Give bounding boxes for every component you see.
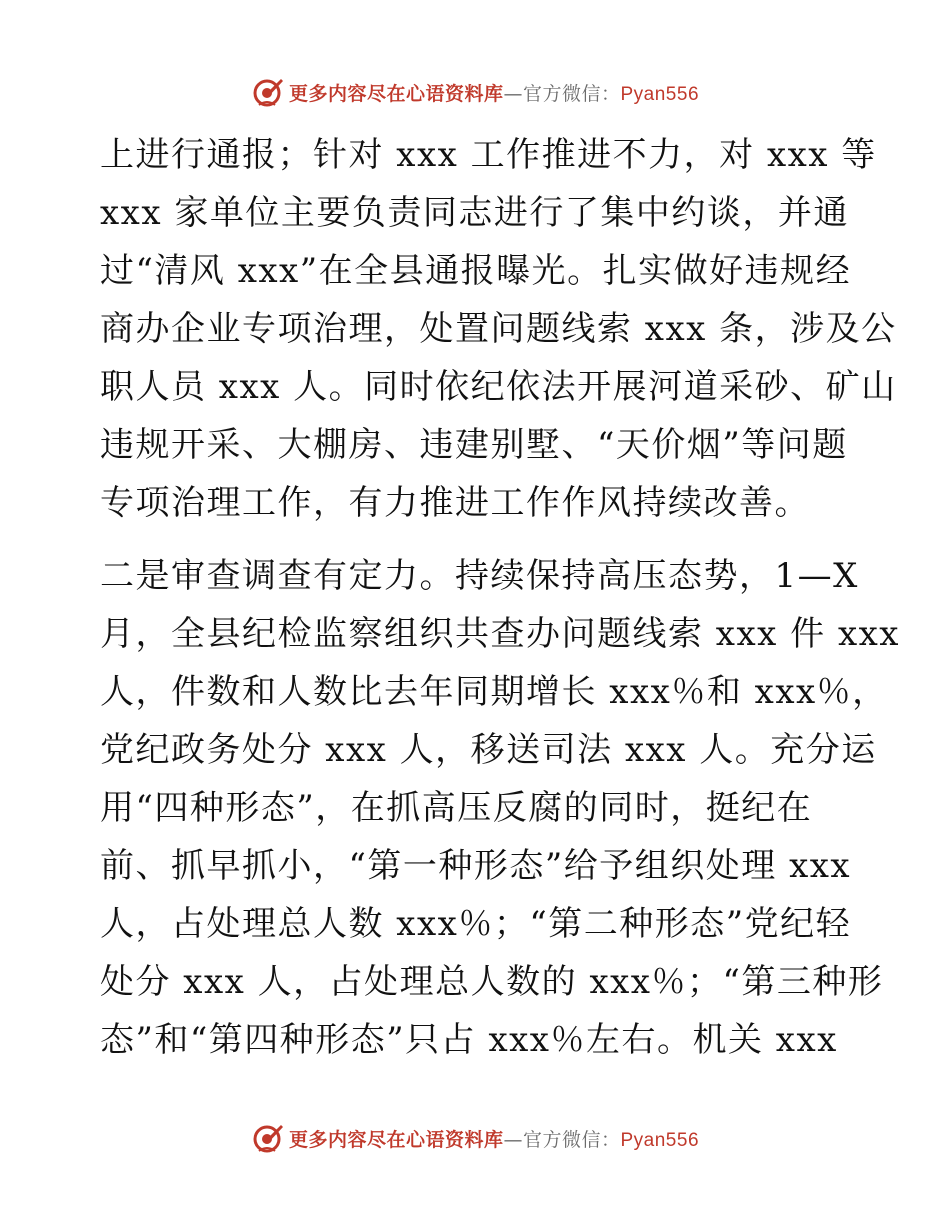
footer-banner-main: 更多内容尽在心语资料库: [288, 1128, 504, 1151]
quill-logo-icon: [251, 75, 285, 109]
text-line: 前、抓早抓小，“第一种形态”给予组织处理 xxx: [100, 846, 852, 886]
text-line: 专项治理工作，有力推进工作作风持续改善。: [100, 483, 810, 523]
paragraph-2: [100, 547, 900, 1069]
footer-banner-id: Pyan556: [620, 1129, 700, 1151]
text-line: 二是审查调查有定力。持续保持高压态势，1—X: [100, 556, 859, 596]
text-line: 处分 xxx 人，占处理总人数的 xxx％；“第三种形: [100, 962, 884, 1002]
header-banner-main: 更多内容尽在心语资料库: [288, 82, 504, 105]
text-line: 用“四种形态”，在抓高压反腐的同时，挺纪在: [100, 788, 813, 828]
text-line: 上进行通报；针对 xxx 工作推进不力，对 xxx 等: [100, 135, 877, 175]
text-line: xxx 家单位主要负责同志进行了集中约谈，并通: [100, 193, 849, 233]
text-line: 违规开采、大棚房、违建别墅、“天价烟”等问题: [100, 425, 848, 465]
footer-banner: [0, 1118, 950, 1158]
text-line: 党纪政务处分 xxx 人，移送司法 xxx 人。充分运: [100, 730, 877, 770]
text-line: 过“清风 xxx”在全县通报曝光。扎实做好违规经: [100, 251, 852, 291]
footer-banner-dash: —: [503, 1128, 523, 1151]
header-banner-sub: 官方微信：: [522, 82, 621, 105]
text-line: 月，全县纪检监察组织共查办问题线索 xxx 件 xxx: [100, 614, 900, 654]
paragraph-1: [100, 126, 897, 532]
text-line: 人，占处理总人数 xxx％；“第二种形态”党纪轻: [100, 904, 852, 944]
text-line: 商办企业专项治理，处置问题线索 xxx 条，涉及公: [100, 309, 897, 349]
header-banner: [0, 72, 950, 112]
header-banner-text: [289, 79, 699, 106]
text-line: 态”和“第四种形态”只占 xxx％左右。机关 xxx: [100, 1020, 838, 1060]
quill-logo-icon: [251, 1121, 285, 1155]
text-line: 人，件数和人数比去年同期增长 xxx％和 xxx％，: [100, 672, 888, 712]
footer-banner-text: [289, 1125, 699, 1152]
header-banner-dash: —: [503, 82, 523, 105]
header-banner-id: Pyan556: [620, 83, 700, 105]
document-body: [100, 126, 900, 1069]
footer-banner-sub: 官方微信：: [522, 1128, 621, 1151]
paragraph-gap: [100, 532, 860, 547]
text-line: 职人员 xxx 人。同时依纪依法开展河道采砂、矿山: [100, 367, 897, 407]
